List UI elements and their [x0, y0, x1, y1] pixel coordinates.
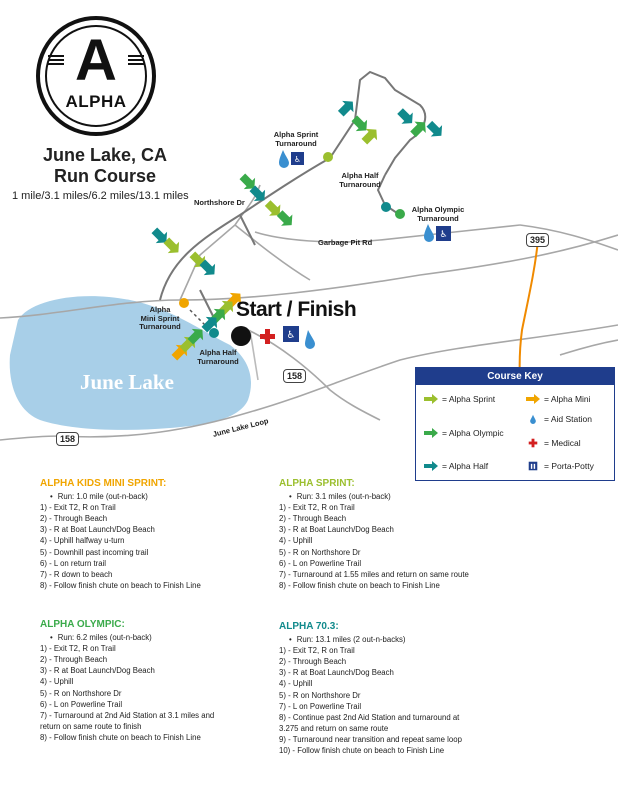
step: 9) - Turnaround near transition and repeat same loop	[279, 734, 462, 744]
northshore-dr-label: Northshore Dr	[194, 198, 245, 207]
step: 8) - Continue past 2nd Aid Station and turnaround at	[279, 712, 460, 722]
course-key-title: Course Key	[416, 368, 614, 385]
step: 2) - Through Beach	[279, 514, 347, 524]
logo-wordmark: ALPHA	[65, 92, 127, 111]
step: 5) - R on Northshore Dr	[279, 547, 361, 557]
page-subtitle: Run Course	[53, 166, 156, 186]
key-item-medical	[526, 438, 581, 448]
arrow-icon	[526, 394, 540, 404]
key-label: = Porta-Potty	[544, 461, 594, 471]
key-item-aid	[526, 414, 592, 424]
section-title: ALPHA 70.3:	[279, 621, 339, 632]
distances-text: 1 mile/3.1 miles/6.2 miles/13.1 miles	[12, 190, 189, 202]
porta-potty-icon	[436, 226, 451, 241]
section-bullet: • Run: 13.1 miles (2 out-n-backs)	[279, 634, 569, 645]
step: 1) - Exit T2, R on Trail	[40, 503, 116, 513]
half-turnaround-marker-bottom	[209, 328, 219, 338]
step: 6) - L on Powerline Trail	[40, 699, 123, 709]
svg-text:♿: ♿	[286, 330, 296, 341]
step: 8) - Follow finish chute on beach to Finish Line	[279, 580, 440, 590]
step: 7) - Turnaround at 2nd Aid Station at 3.1 miles and	[40, 710, 215, 720]
step: 2) - Through Beach	[40, 514, 108, 524]
step: 3) - R at Boat Launch/Dog Beach	[279, 668, 394, 678]
highway-395-line	[520, 240, 538, 380]
course-key	[415, 367, 615, 481]
key-label: = Alpha Sprint	[442, 394, 496, 404]
key-item-half	[424, 461, 488, 471]
key-label: = Alpha Half	[442, 461, 489, 471]
highway-158-shield-east: 158	[283, 369, 306, 383]
arrow-icon	[424, 394, 438, 404]
step: 7) - R down to beach	[40, 569, 113, 579]
key-label: = Medical	[544, 438, 581, 448]
section-title: ALPHA OLYMPIC:	[40, 619, 125, 630]
step: 5) - Downhill past incoming trail	[40, 547, 149, 557]
step: return on same route to finish	[40, 721, 142, 731]
step: 7) - Turnaround at 1.55 miles and return on same route	[279, 569, 469, 579]
step: 4) - Uphill	[279, 679, 313, 689]
step: 8) - Follow finish chute on beach to Finish Line	[40, 580, 201, 590]
step: 5) - R on Northshore Dr	[40, 688, 122, 698]
highway-395-shield: 395	[526, 233, 549, 247]
step: 1) - Exit T2, R on Trail	[279, 646, 355, 656]
key-item-olympic	[424, 428, 504, 438]
step: 4) - Uphill	[279, 536, 313, 546]
start-finish-marker	[231, 326, 251, 346]
porta-potty-icon	[283, 326, 299, 342]
sprint-turnaround-label: Alpha Sprint Turnaround	[273, 130, 319, 148]
step: 5) - R on Northshore Dr	[279, 690, 361, 700]
june-lake-loop-label: June Lake Loop	[211, 416, 270, 439]
section-half	[279, 621, 569, 756]
section-title: ALPHA SPRINT:	[279, 478, 355, 489]
half-turnaround-bottom-label: Alpha Half Turnaround	[197, 348, 239, 366]
section-sprint	[279, 478, 569, 591]
step: 1) - Exit T2, R on Trail	[40, 644, 116, 654]
porta-potty-icon	[291, 152, 304, 165]
water-drop-icon	[424, 224, 434, 242]
june-lake-label: June Lake	[80, 370, 174, 394]
section-bullet: • Run: 3.1 miles (out-n-back)	[279, 491, 569, 502]
step: 2) - Through Beach	[40, 655, 108, 665]
key-label: = Aid Station	[544, 414, 592, 424]
step: 4) - Uphill	[40, 677, 74, 687]
half-turnaround-top-label: Alpha Half Turnaround	[339, 171, 381, 189]
step: 3) - R at Boat Launch/Dog Beach	[40, 666, 155, 676]
step: 6) - L on Powerline Trail	[279, 558, 362, 568]
water-drop-icon	[279, 150, 289, 168]
step: 1) - Exit T2, R on Trail	[279, 503, 355, 513]
olympic-turnaround-marker	[395, 209, 405, 219]
section-title: ALPHA KIDS MINI SPRINT:	[40, 478, 167, 489]
step: 7) - L on Powerline Trail	[279, 701, 362, 711]
step: 8) - Follow finish chute on beach to Finish Line	[40, 732, 201, 742]
step: 6) - L on return trail	[40, 558, 107, 568]
section-bullet: • Run: 6.2 miles (out-n-back)	[40, 632, 330, 643]
garbage-pit-rd-label: Garbage Pit Rd	[318, 238, 373, 247]
svg-text:♿: ♿	[439, 230, 448, 240]
half-arrow	[424, 118, 447, 141]
logo-letter: A	[75, 28, 117, 93]
mini-sprint-turnaround-label: Alpha Mini Sprint Turnaround	[139, 305, 181, 332]
medical-cross-icon	[260, 329, 275, 344]
half-turnaround-marker-top	[381, 202, 391, 212]
key-item-mini	[526, 394, 591, 404]
highway-158-shield-west: 158	[56, 432, 79, 446]
medical-cross-icon	[526, 438, 540, 448]
step: 3.275 and return on same route	[279, 723, 389, 733]
key-item-porta	[526, 461, 594, 471]
step: 2) - Through Beach	[279, 657, 347, 667]
step: 4) - Uphill halfway u-turn	[40, 536, 125, 546]
arrow-icon	[424, 461, 438, 471]
key-label: = Alpha Mini	[544, 394, 591, 404]
section-bullet: • Run: 1.0 mile (out-n-back)	[40, 491, 330, 502]
start-finish-label: Start / Finish	[236, 298, 357, 321]
arrow-icon	[424, 428, 438, 438]
key-item-sprint	[424, 394, 495, 404]
water-drop-icon	[526, 414, 540, 424]
half-arrow	[394, 105, 417, 128]
water-drop-icon	[305, 330, 315, 349]
svg-text:♿: ♿	[293, 155, 302, 164]
step: 3) - R at Boat Launch/Dog Beach	[40, 525, 155, 535]
sprint-turnaround-marker	[323, 152, 333, 162]
olympic-turnaround-label: Alpha Olympic Turnaround	[411, 205, 465, 223]
key-label: = Alpha Olympic	[442, 428, 504, 438]
page-title: June Lake, CA	[42, 145, 168, 165]
step: 3) - R at Boat Launch/Dog Beach	[279, 525, 394, 535]
porta-potty-icon	[526, 461, 540, 471]
step: 10) - Follow finish chute on beach to Finish Line	[279, 746, 445, 756]
